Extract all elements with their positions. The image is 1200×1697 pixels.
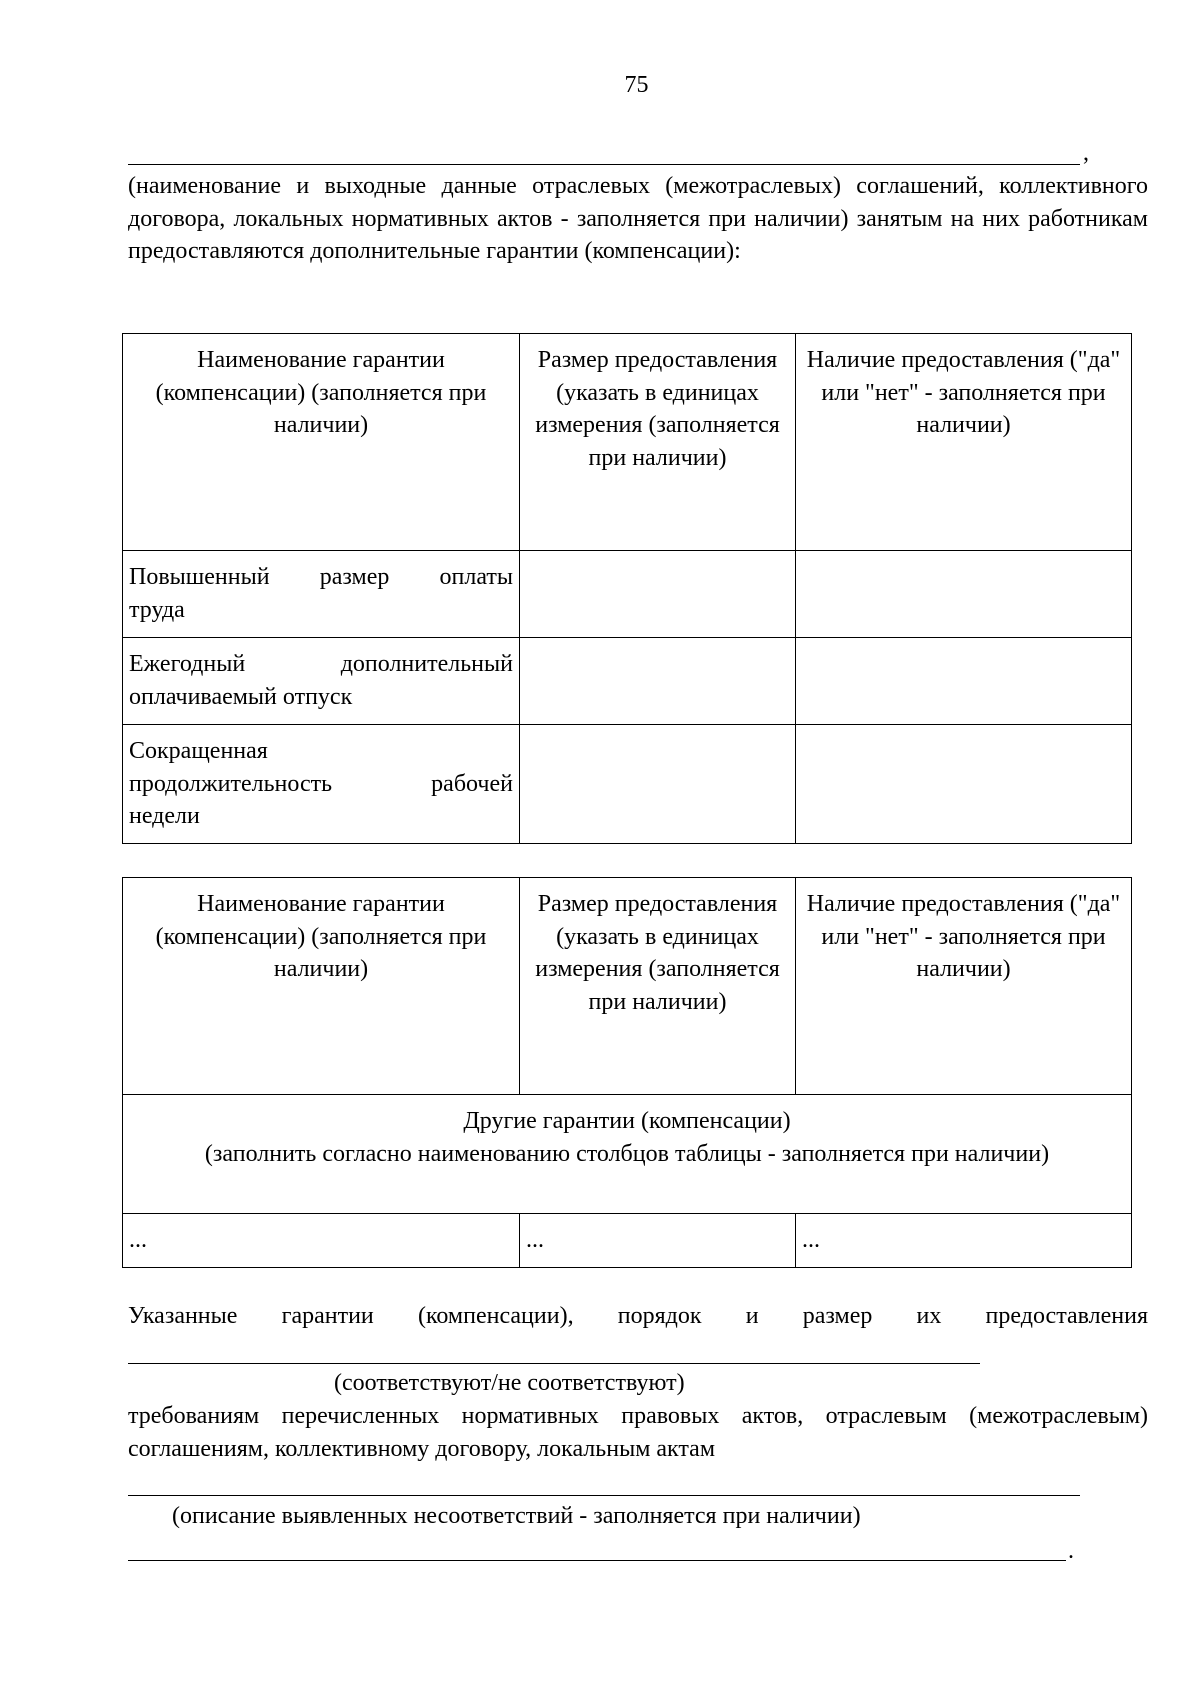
blank-line-compliance[interactable]: [128, 1363, 980, 1364]
section-title: Другие гарантии (компенсации): [463, 1108, 791, 1134]
amount-input-cell[interactable]: [520, 725, 796, 844]
row-name-cell: [123, 638, 520, 725]
placeholder-cell[interactable]: ...: [123, 1214, 520, 1268]
row-name-line: оплачиваемый отпуск: [129, 683, 353, 710]
section-cell: [123, 1095, 1132, 1214]
blank-line-description[interactable]: [128, 1495, 1080, 1496]
header-availability: Наличие предоставления ("да" или "нет" - заполняется при наличии): [796, 878, 1132, 1095]
row-name-cell: [123, 725, 520, 844]
row-name-line: недели: [129, 803, 200, 829]
row-name-cell: [123, 551, 520, 638]
caption-compliance: (соответствуют/не соответствуют): [334, 1370, 685, 1396]
amount-input-cell[interactable]: [520, 551, 796, 638]
blank-line-agreements[interactable]: [128, 164, 1080, 165]
section-note: (заполнить согласно наименованию столбцов таблицы - заполняется при наличии): [204, 1140, 1050, 1167]
blank-line-description-2[interactable]: [128, 1560, 1066, 1561]
guarantees-table-2: [122, 877, 1132, 1268]
trailing-comma: ,: [1083, 140, 1089, 166]
row-name-line: Повышенный размер оплаты: [129, 564, 513, 590]
row-name-line: Сокращенная: [129, 738, 268, 764]
header-guarantee-name: Наименование гарантии (компенсации) (заполняется при наличии): [123, 878, 520, 1095]
table-row: [123, 725, 1132, 844]
guarantees-table-1: [122, 333, 1132, 844]
availability-input-cell[interactable]: [796, 551, 1132, 638]
placeholder-cell[interactable]: ...: [796, 1214, 1132, 1268]
placeholder-cell[interactable]: ...: [520, 1214, 796, 1268]
trailing-period: .: [1068, 1538, 1074, 1564]
availability-input-cell[interactable]: [796, 725, 1132, 844]
row-name-line: продолжительность рабочей: [129, 770, 513, 797]
conclusion-lead: Указанные гарантии (компенсации), порядок и размер их предоставления: [128, 1303, 1148, 1329]
row-name-line: Ежегодный дополнительный: [129, 651, 513, 677]
page-number: 75: [624, 72, 649, 98]
header-amount: Размер предоставления (указать в единицах измерения (заполняется при наличии): [520, 878, 796, 1095]
header-amount: Размер предоставления (указать в единицах измерения (заполняется при наличии): [520, 334, 796, 551]
amount-input-cell[interactable]: [520, 638, 796, 725]
conclusion-paragraph: требованиям перечисленных нормативных правовых актов, отраслевым (межотраслевым) соглашениям, коллективному договору, локальным актам: [128, 1403, 1148, 1462]
table-row: [123, 1214, 1132, 1268]
table-header-row: [123, 334, 1132, 551]
header-availability: Наличие предоставления ("да" или "нет" - заполняется при наличии): [796, 334, 1132, 551]
header-guarantee-name: Наименование гарантии (компенсации) (заполняется при наличии): [123, 334, 520, 551]
row-name-line: труда: [129, 596, 185, 623]
caption-description: (описание выявленных несоответствий - заполняется при наличии): [172, 1503, 861, 1529]
table-header-row: [123, 878, 1132, 1095]
table-row: [123, 638, 1132, 725]
table-row: [123, 551, 1132, 638]
availability-input-cell[interactable]: [796, 638, 1132, 725]
section-row: [123, 1095, 1132, 1214]
intro-paragraph: (наименование и выходные данные отраслевых (межотраслевых) соглашений, коллективного договора, локальных нормативных актов - заполняется при наличии) занятым на них работникам предоставляются дополнительные гарантии (компенсации):: [128, 173, 1148, 264]
